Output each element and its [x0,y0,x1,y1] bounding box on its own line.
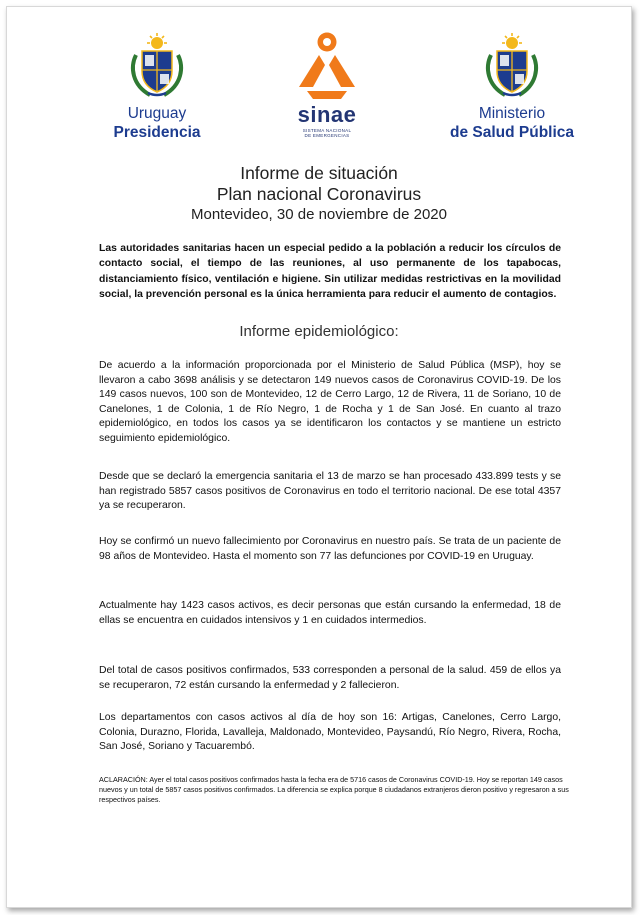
logo-right-line1: Ministerio [478,105,546,122]
sinae-sub1: SISTEMA NACIONAL [302,128,352,133]
document-title: Informe de situación [240,163,398,183]
paragraph-1: De acuerdo a la información proporcionada por el Ministerio de Salud Pública (MSP), hoy se llevaron a cabo 3698 análisis y se detectaron 149 nuevos casos de Coronavirus COVID-19. De los 149 casos nuevos, 100 son de Montevideo, 12 de Cerro Largo, 12 de Rivera, 11 de Soriano, 10 de Canelones, 1 de Colonia, 1 de Río Negro, 1 de Rocha y 1 de San José. En cuanto al trazo epidemiológico, en todos los casos ya se identificaron los contactos y se mantiene un estricto seguimiento epidemiológico. [99,360,561,444]
logo-presidencia [97,33,217,142]
logo-msp [432,33,592,142]
paragraph-4: Actualmente hay 1423 casos activos, es decir personas que están cursando la enfermedad, 18 de ellas se encuentra en cuidados intensivos y 1 en cuidados intermedios. [99,600,561,626]
document-page [6,6,632,908]
document-place-date: Montevideo, 30 de noviembre de 2020 [190,206,447,223]
paragraph-6: Los departamentos con casos activos al día de hoy son 16: Artigas, Canelones, Cerro Largo, Colonia, Durazno, Florida, Lavalleja, Maldonado, Montevideo, Paysandú, Río Negro, Rivera, Rocha, San José, Soriano y Tacuarembó. [99,712,561,753]
clarification-note: ACLARACIÓN: Ayer el total casos positivos confirmados hasta la fecha era de 5716 casos de Coronavirus COVID-19. Hoy se reportan 149 casos nuevos y un total de 5857 casos positivos confirmados. La diferencia se explica porque 8 ciudadanos extranjeros dieron positivo y regresaron a sus respectivos países. [99,775,569,805]
sinae-sub2: DE EMERGENCIAS [304,133,350,138]
document-header [7,163,631,224]
logo-right-line2: de Salud Pública [449,124,575,141]
logo-left-line1: Uruguay [127,105,187,122]
logo-left-line2: Presidencia [113,124,201,141]
document-subtitle: Plan nacional Coronavirus [216,184,422,204]
paragraph-2: Desde que se declaró la emergencia sanitaria el 13 de marzo se han procesado 433.899 tests y se han registrado 5857 casos positivos de Coronavirus en todo el territorio nacional. De ese total 4357 ya se recuperaron. [99,471,561,512]
logo-header [7,29,631,144]
sinae-triangle-icon [291,29,363,99]
paragraph-3: Hoy se confirmó un nuevo fallecimiento por Coronavirus en nuestro país. Se trata de un paciente de 98 años de Montevideo. Hasta el momento son 77 las defunciones por COVID-19 en Uruguay. [99,536,561,562]
coat-of-arms-icon [481,33,543,99]
section-title: Informe epidemiológico: [239,323,399,340]
logo-sinae [277,29,377,138]
paragraph-5: Del total de casos positivos confirmados, 533 corresponden a personal de la salud. 459 de ellos ya se recuperaron, 72 están cursando la enfermedad y 2 fallecieron. [99,665,561,691]
intro-paragraph: Las autoridades sanitarias hacen un especial pedido a la población a reducir los círculos de contacto social, el tiempo de las reuniones, al uso permanente de los tapabocas, distanciamiento físico, ventilación e higiene. Sin utilizar medidas restrictivas en la movilidad social, la prevención personal es la única herramienta para reducir el aumento de contagios. [99,243,561,300]
sinae-name: sinae [297,102,357,127]
coat-of-arms-icon [126,33,188,99]
